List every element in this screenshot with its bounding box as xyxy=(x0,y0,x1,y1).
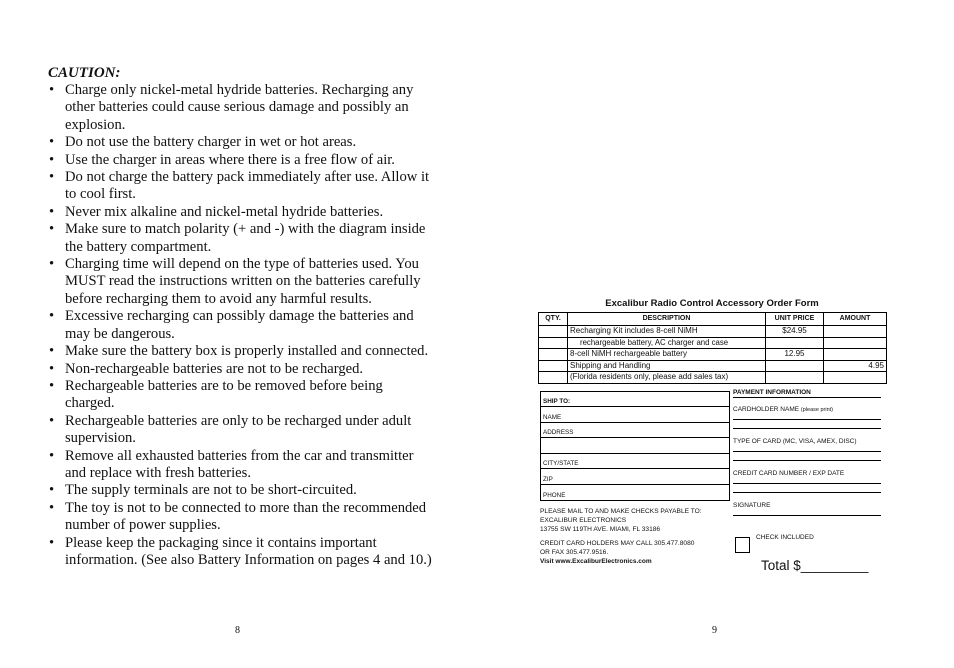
col-header-description: DESCRIPTION xyxy=(568,313,766,326)
order-form xyxy=(538,297,886,591)
field-line xyxy=(733,451,881,452)
amount-cell: 4.95 xyxy=(824,360,887,372)
caution-item: • Remove all exhausted batteries from the car and transmitter and replace with fresh batteries. xyxy=(48,448,433,483)
field-line xyxy=(733,419,881,420)
field-line xyxy=(733,492,881,493)
payment-title: PAYMENT INFORMATION xyxy=(733,389,881,398)
caution-item: • Make sure the battery box is properly installed and connected. xyxy=(48,343,433,360)
city-state-field[interactable] xyxy=(541,454,729,470)
unit-price-cell xyxy=(766,360,824,372)
amount-cell[interactable] xyxy=(824,326,887,338)
field-line xyxy=(733,428,881,429)
address-label: ADDRESS xyxy=(543,429,574,437)
caution-item: • Charge only nickel-metal hydride batteries. Recharging any other batteries could cause serious damage and possibly an explosion. xyxy=(48,82,433,134)
cardholder-label: CARDHOLDER NAME (please print) xyxy=(733,405,834,413)
check-included-label: CHECK INCLUDED xyxy=(756,533,814,541)
description-cell: 8-cell NiMH rechargeable battery xyxy=(568,349,766,361)
phone-field[interactable] xyxy=(541,485,729,500)
zip-field[interactable] xyxy=(541,469,729,485)
caution-item: • Charging time will depend on the type of batteries used. You MUST read the instructions written on the batteries carefully before recharging them to avoid any harmful results. xyxy=(48,256,433,308)
credit-line: OR FAX 305.477.9516. xyxy=(540,548,609,556)
col-header-amount: AMOUNT xyxy=(824,313,887,326)
mail-line: EXCALIBUR ELECTRONICS xyxy=(540,516,627,524)
ship-to-box xyxy=(540,391,730,501)
card-number-field[interactable] xyxy=(733,462,881,494)
table-row xyxy=(539,372,887,384)
form-lower-section xyxy=(538,388,886,591)
description-cell: Recharging Kit includes 8-cell NiMH xyxy=(568,326,766,338)
zip-label: ZIP xyxy=(543,476,553,484)
caution-item: • Rechargeable batteries are to be removed before being charged. xyxy=(48,378,433,413)
card-number-label: CREDIT CARD NUMBER / EXP DATE xyxy=(733,469,845,477)
card-type-label: TYPE OF CARD (MC, VISA, AMEX, DISC) xyxy=(733,437,857,445)
credit-line: CREDIT CARD HOLDERS MAY CALL 305.477.8080 xyxy=(540,539,695,547)
unit-price-cell xyxy=(766,372,824,384)
description-cell: Shipping and Handling xyxy=(568,360,766,372)
caution-item: • Make sure to match polarity (+ and -) with the diagram inside the battery compartment. xyxy=(48,221,433,256)
signature-field[interactable] xyxy=(733,494,881,526)
phone-label: PHONE xyxy=(543,491,566,499)
caution-item: • Rechargeable batteries are only to be recharged under adult supervision. xyxy=(48,413,433,448)
unit-price-cell xyxy=(766,337,824,349)
table-row xyxy=(539,337,887,349)
mail-line: 13755 SW 119TH AVE. MIAMI, FL 33186 xyxy=(540,525,661,533)
table-row xyxy=(539,349,887,361)
caution-item: • The toy is not to be connected to more than the recommended number of power supplies. xyxy=(48,500,433,535)
caution-item: • Use the charger in areas where there is a free flow of air. xyxy=(48,152,433,169)
caution-item: • Please keep the packaging since it contains important information. (See also Battery Information on pages 4 and 10.) xyxy=(48,535,433,570)
field-line xyxy=(733,460,881,461)
credit-info xyxy=(540,539,730,557)
address-line-2-field[interactable] xyxy=(541,438,729,454)
cardholder-note: (please print) xyxy=(800,406,834,413)
mail-line: PLEASE MAIL TO AND MAKE CHECKS PAYABLE TO: xyxy=(540,507,702,515)
table-header-row xyxy=(539,313,887,326)
amount-cell[interactable] xyxy=(824,349,887,361)
field-line xyxy=(733,515,881,516)
field-line xyxy=(733,483,881,484)
total-field[interactable]: Total $_________ xyxy=(761,557,869,573)
name-field[interactable] xyxy=(541,407,729,423)
table-row xyxy=(539,360,887,372)
qty-cell[interactable] xyxy=(539,326,568,338)
caution-heading: CAUTION: xyxy=(48,65,121,81)
caution-item: • Do not charge the battery pack immediately after use. Allow it to cool first. xyxy=(48,169,433,204)
amount-cell xyxy=(824,337,887,349)
qty-cell xyxy=(539,372,568,384)
caution-item: • Non-rechargeable batteries are not to be recharged. xyxy=(48,361,433,378)
card-type-field[interactable] xyxy=(733,430,881,462)
table-row xyxy=(539,326,887,338)
payment-info xyxy=(733,389,881,526)
check-included-checkbox[interactable] xyxy=(735,537,750,553)
address-field[interactable] xyxy=(541,423,729,439)
page-number-left: 8 xyxy=(235,625,240,636)
caution-item: • Do not use the battery charger in wet or hot areas. xyxy=(48,134,433,151)
qty-cell[interactable] xyxy=(539,349,568,361)
caution-section xyxy=(48,64,433,569)
page-number-right: 9 xyxy=(712,625,717,636)
website-link[interactable]: Visit www.ExcaliburElectronics.com xyxy=(540,557,652,565)
caution-item: • Excessive recharging can possibly damage the batteries and may be dangerous. xyxy=(48,308,433,343)
order-table xyxy=(538,312,887,384)
signature-label: SIGNATURE xyxy=(733,501,771,509)
ship-to-label: SHIP TO: xyxy=(543,398,571,406)
city-state-label: CITY/STATE xyxy=(543,460,579,468)
qty-cell xyxy=(539,360,568,372)
mail-info xyxy=(540,507,730,534)
amount-cell[interactable] xyxy=(824,372,887,384)
name-label: NAME xyxy=(543,413,562,421)
caution-item: • The supply terminals are not to be short-circuited. xyxy=(48,482,433,499)
description-cell: rechargeable battery, AC charger and case xyxy=(568,337,766,349)
qty-cell xyxy=(539,337,568,349)
unit-price-cell: 12.95 xyxy=(766,349,824,361)
ship-to-row xyxy=(541,392,729,408)
cardholder-field[interactable] xyxy=(733,398,881,430)
unit-price-cell: $24.95 xyxy=(766,326,824,338)
caution-item: • Never mix alkaline and nickel-metal hydride batteries. xyxy=(48,204,433,221)
form-title: Excalibur Radio Control Accessory Order Form xyxy=(605,298,819,309)
caution-list xyxy=(48,82,433,569)
description-cell: (Florida residents only, please add sales tax) xyxy=(568,372,766,384)
col-header-qty: QTY. xyxy=(539,313,568,326)
col-header-unit-price: UNIT PRICE xyxy=(766,313,824,326)
